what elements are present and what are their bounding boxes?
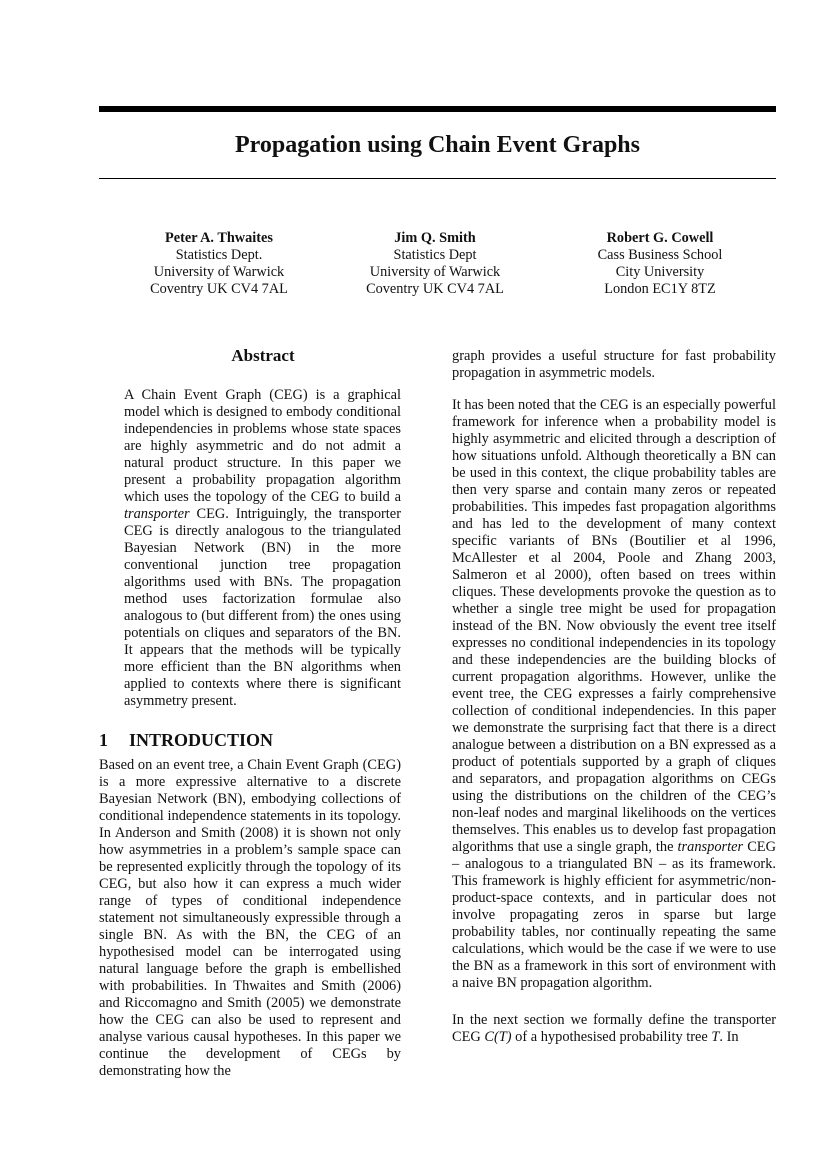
author-1 <box>99 230 339 298</box>
author-dept: Statistics Dept. <box>175 247 263 263</box>
author-dept: Cass Business School <box>597 247 723 263</box>
right-paragraph-1 <box>452 348 776 382</box>
abstract-emphasis: transporter <box>124 506 190 522</box>
section-heading <box>99 730 273 751</box>
abstract-text-part: A Chain Event Graph (CEG) is a graphical model which is designed to embody conditional independencies in problems whose state spaces are highly asymmetric and do not admit a natural product structure. In this paper we present a probability propagation algorithm which uses the topology of the CEG to build a <box>124 387 401 505</box>
title-bottom-rule <box>99 178 776 179</box>
body-emphasis: transporter <box>677 839 744 855</box>
body-paragraph <box>452 1012 776 1046</box>
right-paragraph-3 <box>452 1012 776 1046</box>
author-name: Peter A. Thwaites <box>165 230 273 246</box>
body-text-part: It has been noted that the CEG is an especially powerful framework for inference when a probability model is highly asymmetric and elicited through a description of how situations unfold. Although theoretically a BN can be used in this context, the clique probability tables are then very sparse and contain many zeros or repeated probabilities. This impedes fast propagation algorithms and has led to the development of many context specific variants of BNs (Boutilier et al 1996, McAllester et al 2004, Poole and Zhang 2003, Salmeron et al 2000), often based on trees within cliques. These developments provoke the question as to whether a single tree might be used for propagation instead of the BN. Now obviously the event tree itself expresses no conditional independencies in its topology and these independencies are the building blocks of current propagation algorithms. However, unlike the event tree, the CEG expresses a fairly comprehensive collection of conditional independencies. In this paper we demonstrate the surprising fact that there is a direct analogue between a distribution on a BN expressed as a product of potentials supported by a graph of cliques and separators, and propagation algorithms on CEGs using the distributions on the children of the CEG’s non-leaf nodes and marginal likelihoods on the vertices themselves. This enables us to develop fast propagation algorithms that use a single graph, the <box>452 397 776 855</box>
body-text-part: CEG – analogous to a triangulated BN – as its framework. This framework is highly efficient for asymmetric/non-product-space contexts, and in particular does not involve propagating zeros in sparse but large probability tables, nor continually repeating the same calculations, which would be the case if we were to use the BN as a framework in this sort of environment with a naive BN propagation algorithm. <box>452 839 776 991</box>
author-name: Robert G. Cowell <box>606 230 714 246</box>
author-address: Coventry UK CV4 7AL <box>150 281 288 297</box>
author-institution: City University <box>615 264 705 280</box>
author-dept: Statistics Dept <box>393 247 477 263</box>
body-paragraph: Based on an event tree, a Chain Event Graph (CEG) is a more expressive alternative to a discrete Bayesian Network (BN), embodying collections of conditional independence statements in its topology. In Anderson and Smith (2008) it is shown not only how asymmetries in a problem’s sample space can be represented explicitly through the topology of its CEG, but also how it can express a much wider range of types of conditional independence statement not simultaneously expressible through a single BN. As with the BN, the CEG of an hypothesised model can be interrogated using natural language before the graph is embellished with probabilities. In Thwaites and Smith (2006) and Riccomagno and Smith (2005) we demonstrate how the CEG can also be used to represent and analyse various causal hypotheses. In this paper we continue the development of CEGs by demonstrating how the <box>99 757 401 1079</box>
abstract-paragraph <box>124 387 401 710</box>
author-institution: University of Warwick <box>153 264 285 280</box>
title-top-rule <box>99 106 776 112</box>
section-title: INTRODUCTION <box>129 730 274 750</box>
author-address: London EC1Y 8TZ <box>604 281 716 297</box>
body-paragraph: graph provides a useful structure for fast probability propagation in asymmetric models. <box>452 348 776 381</box>
math-symbol: T <box>711 1029 720 1045</box>
author-institution: University of Warwick <box>369 264 501 280</box>
author-3 <box>540 230 780 298</box>
paper-title: Propagation using Chain Event Graphs <box>235 132 640 158</box>
body-paragraph <box>452 397 776 992</box>
body-text-part: In the next section we formally define the transporter CEG <box>452 1012 776 1045</box>
right-paragraph-2 <box>452 397 776 992</box>
section-number: 1 <box>99 730 108 750</box>
author-name: Jim Q. Smith <box>394 230 476 246</box>
intro-paragraph-left <box>99 757 401 1080</box>
math-symbol: C(T) <box>484 1029 512 1045</box>
author-address: Coventry UK CV4 7AL <box>366 281 504 297</box>
abstract-heading: Abstract <box>231 346 295 365</box>
abstract-body <box>124 387 401 710</box>
author-2 <box>315 230 555 298</box>
body-text-part: of a hypothesised probability tree <box>511 1029 712 1045</box>
body-text-part: . In <box>719 1029 739 1045</box>
abstract-text-part: CEG. Intriguingly, the transporter CEG is directly analogous to the triangulated Bayesian Network (BN) in the more conventional junction tree propagation algorithms used with BNs. The propagation method uses factorization formulae also analogous to (but different from) the ones using potentials on cliques and separators of the BN. It appears that the methods will be typically more efficient than the BN algorithms when applied to contexts where there is significant asymmetry present. <box>124 506 401 709</box>
